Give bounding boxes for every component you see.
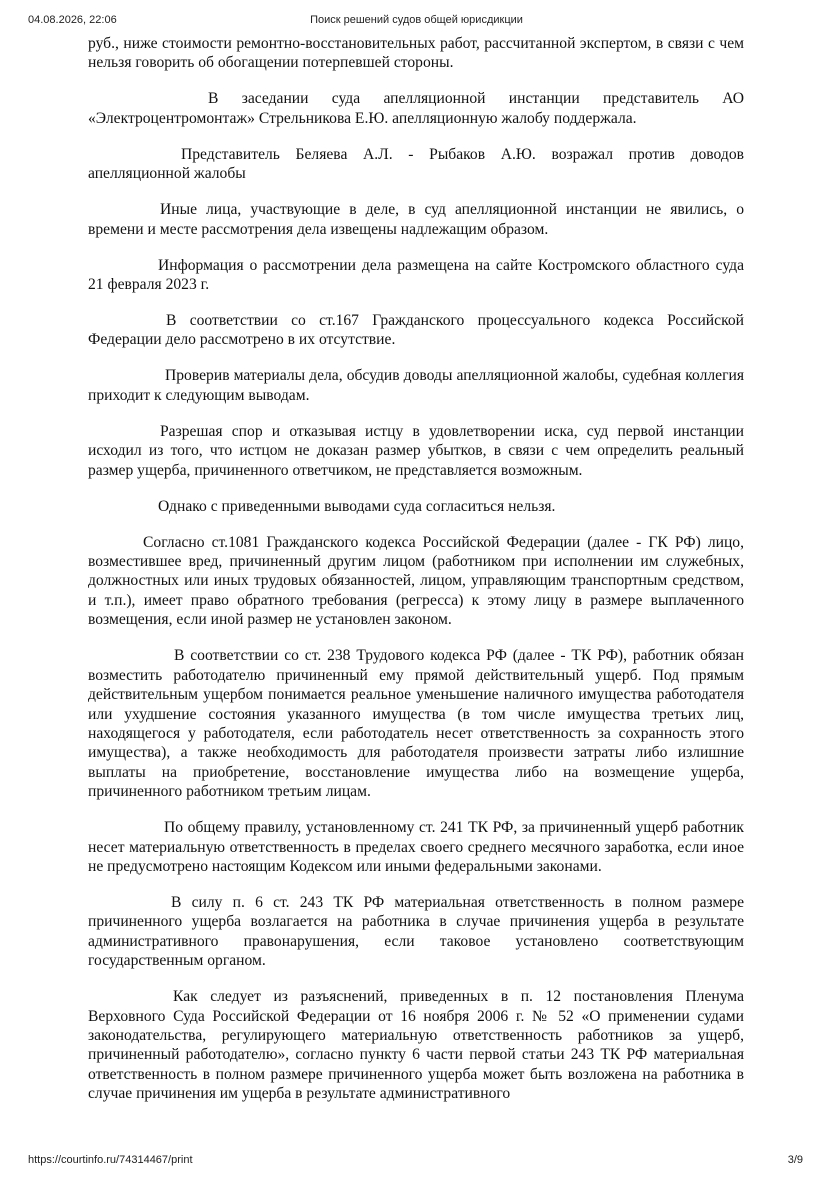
paragraph-10: Согласно ст.1081 Гражданского кодекса Российской Федерации (далее - ГК РФ) лицо, возместившее вред, причиненный другим лицом (работником при исполнении им служебных, должностных или иных трудовых обязанностей, лицом, управляющим транспортным средством, и т.п.), имеет право обратного требования (регресса) к этому лицу в размере выплаченного возмещения, если иной размер не установлен законом.: [88, 533, 744, 629]
page-title: Поиск решений судов общей юрисдикции: [310, 14, 523, 26]
paragraph-12: По общему правилу, установленному ст. 241 ТК РФ, за причиненный ущерб работник несет материальную ответственность в пределах своего среднего месячного заработка, если иное не предусмотрено настоящим Кодексом или иными федеральными законами.: [88, 819, 744, 875]
paragraph-7: Проверив материалы дела, обсудив доводы апелляционной жалобы, судебная коллегия приходит к следующим выводам.: [88, 367, 744, 404]
print-datetime: 04.08.2026, 22:06: [28, 14, 117, 26]
paragraph-9: Однако с приведенными выводами суда согласиться нельзя.: [158, 497, 556, 515]
paragraph-3: Представитель Беляева А.Л. - Рыбаков А.Ю. возражал против доводов апелляционной жалобы: [88, 145, 744, 183]
paragraph-11: В соответствии со ст. 238 Трудового кодекса РФ (далее - ТК РФ), работник обязан возместить работодателю причиненный ему прямой действительный ущерб. Под прямым действительным ущербом понимается реальное уменьшение наличного имущества работодателя или ухудшение состояния указанного имущества (в том числе имущества третьих лиц, находящегося у работодателя, если работодатель несет ответственность за сохранность этого имущества), а также необходимость для работодателя произвести затраты либо излишние выплаты на приобретение, восстановление имущества либо на возмещение ущерба, причиненного работником третьим лицам.: [88, 647, 744, 801]
paragraph-5: Информация о рассмотрении дела размещена на сайте Костромского областного суда 21 февраля 2023 г.: [88, 256, 744, 294]
paragraph-1: руб., ниже стоимости ремонтно-восстановительных работ, рассчитанной экспертом, в связи с чем нельзя говорить об обогащении потерпевшей стороны.: [88, 35, 744, 72]
page-number: 3/9: [787, 1154, 803, 1166]
paragraph-6: В соответствии со ст.167 Гражданского процессуального кодекса Российской Федерации дело рассмотрено в их отсутствие.: [88, 312, 744, 349]
paragraph-2: В заседании суда апелляционной инстанции представитель АО «Электроцентромонтаж» Стрельникова Е.Ю. апелляционную жалобу поддержала.: [88, 90, 744, 127]
paragraph-14: Как следует из разъяснений, приведенных в п. 12 постановления Пленума Верховного Суда Российской Федерации от 16 ноября 2006 г. № 52 «О применении судами законодательства, регулирующего материальную ответственность работников за ущерб, причиненный работодателю», согласно пункту 6 части первой статьи 243 ТК РФ материальная ответственность в полном размере причиненного ущерба может быть возложена на работника в случае причинения им ущерба в результате административного: [88, 988, 744, 1103]
paragraph-4: Иные лица, участвующие в деле, в суд апелляционной инстанции не явились, о времени и месте рассмотрения дела извещены надлежащим образом.: [88, 201, 744, 238]
paragraph-13: В силу п. 6 ст. 243 ТК РФ материальная ответственность в полном размере причиненного ущерба возлагается на работника в случае причинения ущерба в результате административного правонарушения, если таковое установлено соответствующим государственным органом.: [88, 893, 744, 970]
page-url: https://courtinfo.ru/74314467/print: [28, 1154, 193, 1166]
document-body: [88, 34, 744, 1120]
paragraph-8: Разрешая спор и отказывая истцу в удовлетворении иска, суд первой инстанции исходил из того, что истцом не доказан размер убытков, в связи с чем определить реальный размер ущерба, причиненного ответчиком, не представляется возможным.: [88, 422, 744, 479]
